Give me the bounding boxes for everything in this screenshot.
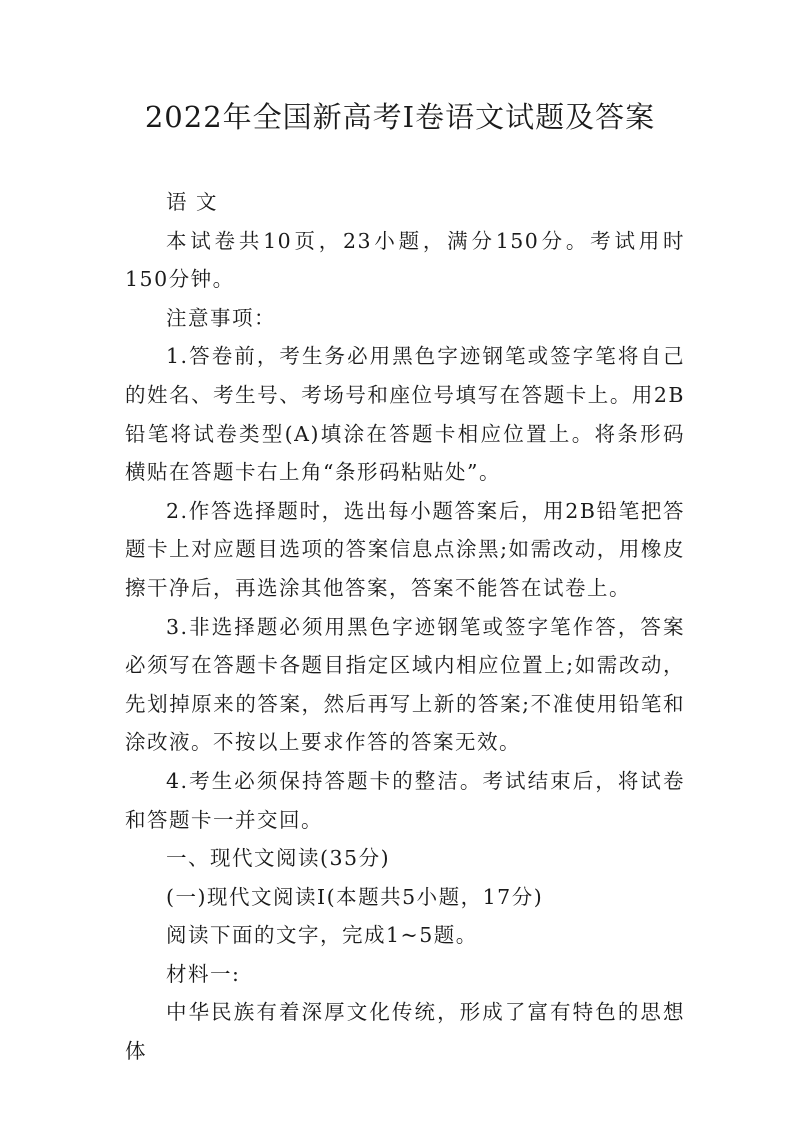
material-text: 中华民族有着深厚文化传统，形成了富有特色的思想体 — [125, 1000, 685, 1064]
notes-heading: 注意事项： — [166, 305, 276, 330]
material-label: 材料一: — [166, 961, 241, 986]
document-body — [125, 183, 685, 1071]
note-item-3: 3.非选择题必须用黑色字迹钢笔或签字笔作答，答案必须写在答题卡各题目指定区域内相应位置上;如需改动，先划掉原来的答案，然后再写上新的答案;不准使用铅笔和涂改液。不按以上要求作答的答案无效。 — [125, 614, 685, 755]
exam-info-paragraph: 本试卷共10页，23小题，满分150分。考试用时150分钟。 — [125, 228, 685, 292]
note-item-1: 1.答卷前，考生务必用黑色字迹钢笔或签字笔将自己的姓名、考生号、考场号和座位号填写在答题卡上。用2B铅笔将试卷类型(A)填涂在答题卡相应位置上。将条形码横贴在答题卡右上角“条形码粘贴处”。 — [125, 344, 685, 485]
note-item-2: 2.作答选择题时，选出每小题答案后，用2B铅笔把答题卡上对应题目选项的答案信息点涂黑;如需改动，用橡皮擦干净后，再选涂其他答案，答案不能答在试卷上。 — [125, 498, 685, 600]
subject-heading: 语 文 — [166, 190, 219, 214]
subsection-heading: (一)现代文阅读Ⅰ(本题共5小题，17分) — [166, 884, 544, 909]
note-item-4: 4.考生必须保持答题卡的整洁。考试结束后，将试卷和答题卡一并交回。 — [125, 768, 685, 832]
reading-instruction: 阅读下面的文字，完成1~5题。 — [166, 923, 478, 948]
section-heading: 一、现代文阅读(35分) — [166, 846, 391, 871]
document-title: 2022年全国新高考Ⅰ卷语文试题及答案 — [144, 100, 656, 134]
